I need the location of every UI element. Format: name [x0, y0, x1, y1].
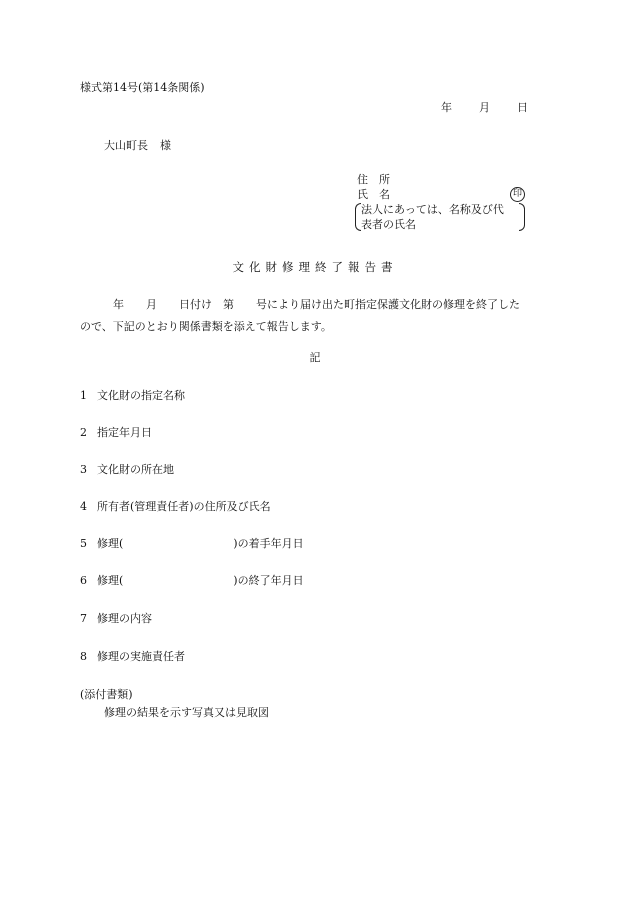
item-number: 5	[80, 537, 87, 550]
item-label: 修理の実施責任者	[97, 650, 185, 663]
body-text	[80, 294, 550, 338]
name-row	[357, 187, 525, 202]
addressee	[104, 137, 171, 153]
list-item	[80, 648, 185, 664]
item-label: 文化財の所在地	[97, 463, 174, 476]
date-month: 月	[479, 101, 490, 114]
attachments-heading: (添付書類)	[80, 688, 133, 701]
item-number: 4	[80, 500, 87, 513]
item-label: 修理の内容	[97, 612, 152, 625]
item-label: 文化財の指定名称	[97, 389, 185, 402]
list-item	[80, 610, 152, 626]
address-label: 住 所	[357, 173, 390, 186]
date-line	[441, 99, 528, 115]
attachments-content: 修理の結果を示す写真又は見取図	[104, 706, 269, 719]
corporate-note-line1: 法人にあっては、名称及び代	[361, 203, 504, 216]
document-title: 文化財修理終了報告書	[232, 260, 398, 274]
form-number: 様式第14号(第14条関係)	[80, 81, 205, 94]
applicant-block	[357, 172, 525, 232]
body-line-2: ので、下記のとおり関係書類を添えて報告します。	[80, 320, 332, 333]
corporate-note	[357, 202, 525, 232]
body-line-1: 年 月 日付け 第 号により届け出た町指定保護文化財の修理を終了した	[80, 298, 520, 311]
item-number: 1	[80, 389, 87, 402]
date-day: 日	[517, 101, 528, 114]
corporate-note-line2: 表者の氏名	[361, 218, 416, 231]
list-item	[80, 572, 304, 588]
list-item	[80, 387, 185, 403]
item-label: 修理( )の着手年月日	[97, 537, 304, 550]
ki-heading: 記	[309, 351, 321, 364]
list-item	[80, 535, 304, 551]
name-label: 氏 名	[357, 188, 390, 201]
item-number: 3	[80, 463, 87, 476]
addressee-honorific: 様	[160, 139, 171, 152]
item-number: 8	[80, 650, 87, 663]
addressee-name: 大山町長	[104, 139, 148, 152]
list-item	[80, 424, 152, 440]
item-number: 6	[80, 574, 87, 587]
list-item	[80, 461, 174, 477]
item-label: 修理( )の終了年月日	[97, 574, 304, 587]
seal-mark: 印	[510, 187, 525, 202]
item-number: 7	[80, 612, 87, 625]
date-year: 年	[441, 101, 452, 114]
item-label: 指定年月日	[97, 426, 152, 439]
item-number: 2	[80, 426, 87, 439]
item-label: 所有者(管理責任者)の住所及び氏名	[97, 500, 271, 513]
list-item	[80, 498, 271, 514]
